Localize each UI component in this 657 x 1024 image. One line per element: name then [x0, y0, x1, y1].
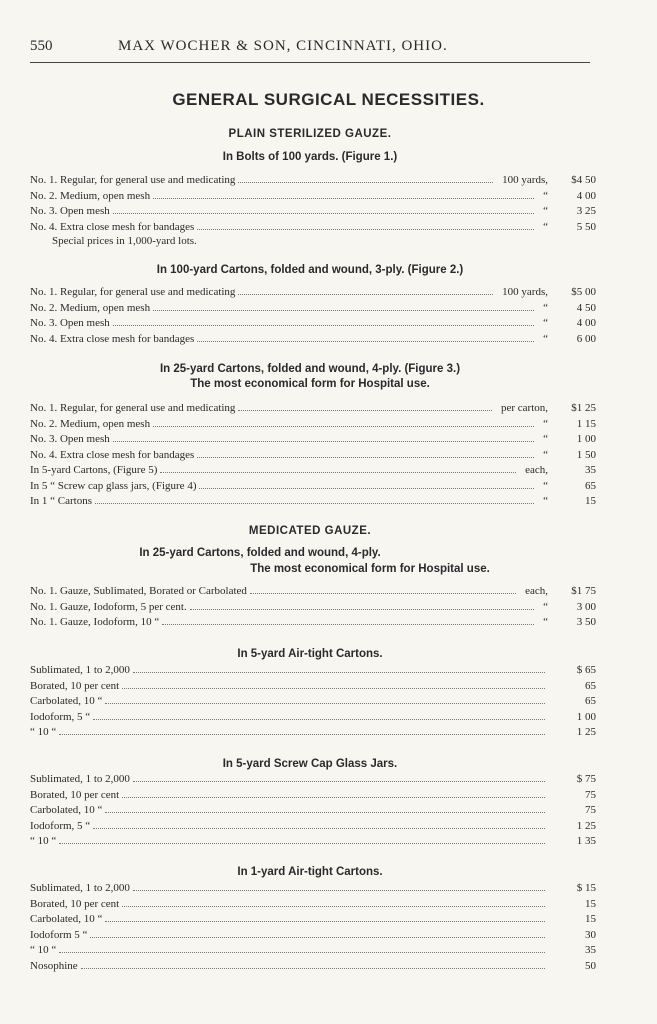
item-description: In 1 “ Cartons: [30, 495, 93, 507]
dot-leader: [95, 503, 534, 504]
item-description: No. 2. Medium, open mesh: [30, 189, 151, 202]
price-row: [30, 584, 596, 598]
item-price: 35: [585, 944, 596, 956]
dot-leader: [197, 341, 534, 342]
dot-leader: [122, 688, 545, 689]
dot-leader: [90, 937, 545, 938]
dot-leader: [93, 828, 545, 829]
item-price: 4 00: [576, 317, 596, 329]
price-row: [30, 432, 596, 446]
item-unit: “: [543, 417, 548, 430]
price-row: [30, 663, 596, 677]
item-description: Nosophine: [30, 959, 78, 972]
page-number: 550: [30, 38, 53, 54]
item-price: 15: [585, 913, 596, 925]
dot-leader: [105, 703, 545, 704]
item-unit: 100 yards,: [502, 174, 548, 186]
dot-leader: [153, 198, 534, 199]
dot-leader: [113, 325, 534, 326]
item-price: 15: [585, 897, 596, 910]
dot-leader: [59, 734, 545, 735]
price-row: [30, 417, 596, 431]
dot-leader: [197, 229, 534, 230]
item-unit: “: [543, 433, 548, 445]
item-price: 35: [585, 464, 596, 476]
item-description: Iodoform, 5 “: [30, 819, 91, 832]
item-price: 5 50: [576, 220, 596, 233]
item-description: No. 1. Gauze, Iodoform, 10 “: [30, 616, 160, 628]
item-price: 75: [585, 804, 596, 816]
item-unit: “: [543, 189, 548, 202]
price-row: [30, 479, 596, 493]
item-description: Borated, 10 per cent: [30, 679, 120, 692]
page-header: [30, 38, 590, 62]
item-price: 1 25: [576, 819, 596, 832]
item-description: No. 1. Regular, for general use and medicating: [30, 286, 236, 298]
item-description: No. 4. Extra close mesh for bandages: [30, 332, 195, 345]
section-heading-medicated: MEDICATED GAUZE.: [248, 525, 372, 537]
price-row: [30, 912, 596, 926]
subsection-heading: In 25-yard Cartons, folded and wound, 4-ply. (Figure 3.): [159, 363, 461, 375]
item-description: No. 1. Regular, for general use and medicating: [30, 402, 236, 414]
item-description: “ 10 “: [30, 944, 57, 956]
item-description: Sublimated, 1 to 2,000: [30, 882, 130, 894]
item-unit: 100 yards,: [502, 286, 548, 298]
dot-leader: [81, 968, 545, 969]
subsection-heading: In 25-yard Cartons, folded and wound, 4-ply.: [139, 547, 381, 559]
subsection-heading: In Bolts of 100 yards. (Figure 1.): [222, 151, 398, 163]
item-price: 3 50: [576, 616, 596, 628]
dot-leader: [160, 472, 516, 473]
item-description: Sublimated, 1 to 2,000: [30, 664, 130, 676]
dot-leader: [133, 890, 545, 891]
item-description: “ 10 “: [30, 835, 57, 847]
item-price: $ 65: [576, 664, 596, 676]
item-price: 65: [585, 679, 596, 692]
price-row: [30, 463, 596, 477]
price-row: [30, 943, 596, 957]
price-row: [30, 897, 596, 911]
subsection-subheading: The most economical form for Hospital use.: [190, 378, 430, 390]
item-unit: “: [543, 301, 548, 314]
item-description: Carbolated, 10 “: [30, 695, 103, 707]
price-row: [30, 679, 596, 693]
dot-leader: [238, 294, 493, 295]
subsection-heading: In 5-yard Screw Cap Glass Jars.: [222, 758, 398, 770]
item-description: No. 3. Open mesh: [30, 317, 110, 329]
item-description: “ 10 “: [30, 726, 57, 738]
header-rule: [30, 62, 590, 63]
dot-leader: [153, 310, 534, 311]
item-price: 1 00: [576, 710, 596, 723]
item-unit: “: [543, 220, 548, 233]
price-row: [30, 928, 596, 942]
dot-leader: [238, 410, 492, 411]
price-row: [30, 819, 596, 833]
price-row: [30, 301, 596, 315]
item-description: No. 3. Open mesh: [30, 433, 110, 445]
subsection-heading: In 1-yard Air-tight Cartons.: [237, 866, 383, 878]
item-price: 1 50: [576, 448, 596, 461]
item-description: No. 3. Open mesh: [30, 205, 110, 217]
dot-leader: [162, 624, 534, 625]
price-row: [30, 448, 596, 462]
price-row: [30, 959, 596, 973]
item-price: 50: [585, 959, 596, 972]
dot-leader: [153, 426, 534, 427]
item-unit: per carton,: [500, 402, 548, 414]
price-row: [30, 834, 596, 848]
price-row: [30, 600, 596, 614]
price-row: [30, 694, 596, 708]
item-description: No. 2. Medium, open mesh: [30, 417, 151, 430]
dot-leader: [199, 488, 534, 489]
dot-leader: [59, 843, 545, 844]
price-row: [30, 710, 596, 724]
price-row: [30, 332, 596, 346]
item-unit: “: [543, 317, 548, 329]
item-price: 30: [585, 928, 596, 941]
item-description: No. 1. Gauze, Sublimated, Borated or Carbolated: [30, 585, 247, 597]
price-row: [30, 725, 596, 739]
item-price: $ 75: [576, 773, 596, 785]
item-price: 3 00: [576, 600, 596, 613]
item-unit: each,: [525, 464, 548, 476]
running-title: MAX WOCHER & SON, CINCINNATI, OHIO.: [118, 38, 448, 54]
item-price: $1 25: [571, 402, 596, 414]
item-description: Carbolated, 10 “: [30, 913, 103, 925]
item-unit: “: [543, 448, 548, 461]
subsection-heading: In 100-yard Cartons, folded and wound, 3-ply. (Figure 2.): [156, 264, 464, 276]
dot-leader: [93, 719, 545, 720]
dot-leader: [250, 593, 516, 594]
item-price: 1 00: [576, 433, 596, 445]
item-description: In 5 “ Screw cap glass jars, (Figure 4): [30, 479, 197, 492]
item-price: 1 15: [576, 417, 596, 430]
dot-leader: [133, 781, 545, 782]
price-row: [30, 189, 596, 203]
price-row: [30, 803, 596, 817]
price-row: [30, 316, 596, 330]
item-description: Borated, 10 per cent: [30, 897, 120, 910]
item-description: No. 4. Extra close mesh for bandages: [30, 448, 195, 461]
price-row: [30, 788, 596, 802]
item-unit: “: [543, 332, 548, 345]
dot-leader: [133, 672, 545, 673]
price-row: [30, 494, 596, 508]
price-row: [30, 204, 596, 218]
price-row: [30, 881, 596, 895]
item-price: 4 00: [576, 189, 596, 202]
item-description: No. 4. Extra close mesh for bandages: [30, 220, 195, 233]
item-unit: each,: [525, 585, 548, 597]
subsection-heading: In 5-yard Air-tight Cartons.: [237, 648, 383, 660]
page-title: GENERAL SURGICAL NECESSITIES.: [172, 90, 485, 109]
item-price: $ 15: [576, 882, 596, 894]
dot-leader: [113, 441, 534, 442]
price-row: [30, 615, 596, 629]
item-description: Iodoform, 5 “: [30, 710, 91, 723]
note-text: Special prices in 1,000-yard lots.: [52, 235, 197, 247]
item-unit: “: [543, 479, 548, 492]
dot-leader: [197, 457, 534, 458]
item-description: In 5-yard Cartons, (Figure 5): [30, 464, 158, 476]
item-price: 4 50: [576, 301, 596, 314]
item-price: 3 25: [576, 205, 596, 217]
item-price: 75: [585, 788, 596, 801]
item-price: 15: [585, 495, 596, 507]
dot-leader: [105, 812, 545, 813]
price-row: [30, 173, 596, 187]
item-price: 65: [585, 695, 596, 707]
item-price: 6 00: [576, 332, 596, 345]
item-unit: “: [543, 205, 548, 217]
price-row: [30, 772, 596, 786]
item-description: Borated, 10 per cent: [30, 788, 120, 801]
item-price: $1 75: [571, 585, 596, 597]
item-unit: “: [543, 495, 548, 507]
item-price: 1 35: [576, 835, 596, 847]
section-heading-plain: PLAIN STERILIZED GAUZE.: [228, 128, 392, 140]
subsection-subheading: The most economical form for Hospital use.: [250, 563, 490, 575]
item-description: Iodoform 5 “: [30, 928, 88, 941]
dot-leader: [113, 213, 534, 214]
item-unit: “: [543, 600, 548, 613]
price-row: [30, 220, 596, 234]
item-description: No. 1. Gauze, Iodoform, 5 per cent.: [30, 600, 187, 613]
item-description: Sublimated, 1 to 2,000: [30, 773, 130, 785]
item-price: $4 50: [571, 174, 596, 186]
item-description: No. 1. Regular, for general use and medicating: [30, 174, 236, 186]
item-description: No. 2. Medium, open mesh: [30, 301, 151, 314]
dot-leader: [105, 921, 545, 922]
item-description: Carbolated, 10 “: [30, 804, 103, 816]
dot-leader: [238, 182, 493, 183]
price-row: [30, 401, 596, 415]
dot-leader: [122, 906, 545, 907]
item-price: 65: [585, 479, 596, 492]
dot-leader: [190, 609, 534, 610]
dot-leader: [59, 952, 545, 953]
dot-leader: [122, 797, 545, 798]
price-row: [30, 285, 596, 299]
item-price: 1 25: [576, 726, 596, 738]
item-price: $5 00: [571, 286, 596, 298]
item-unit: “: [543, 616, 548, 628]
